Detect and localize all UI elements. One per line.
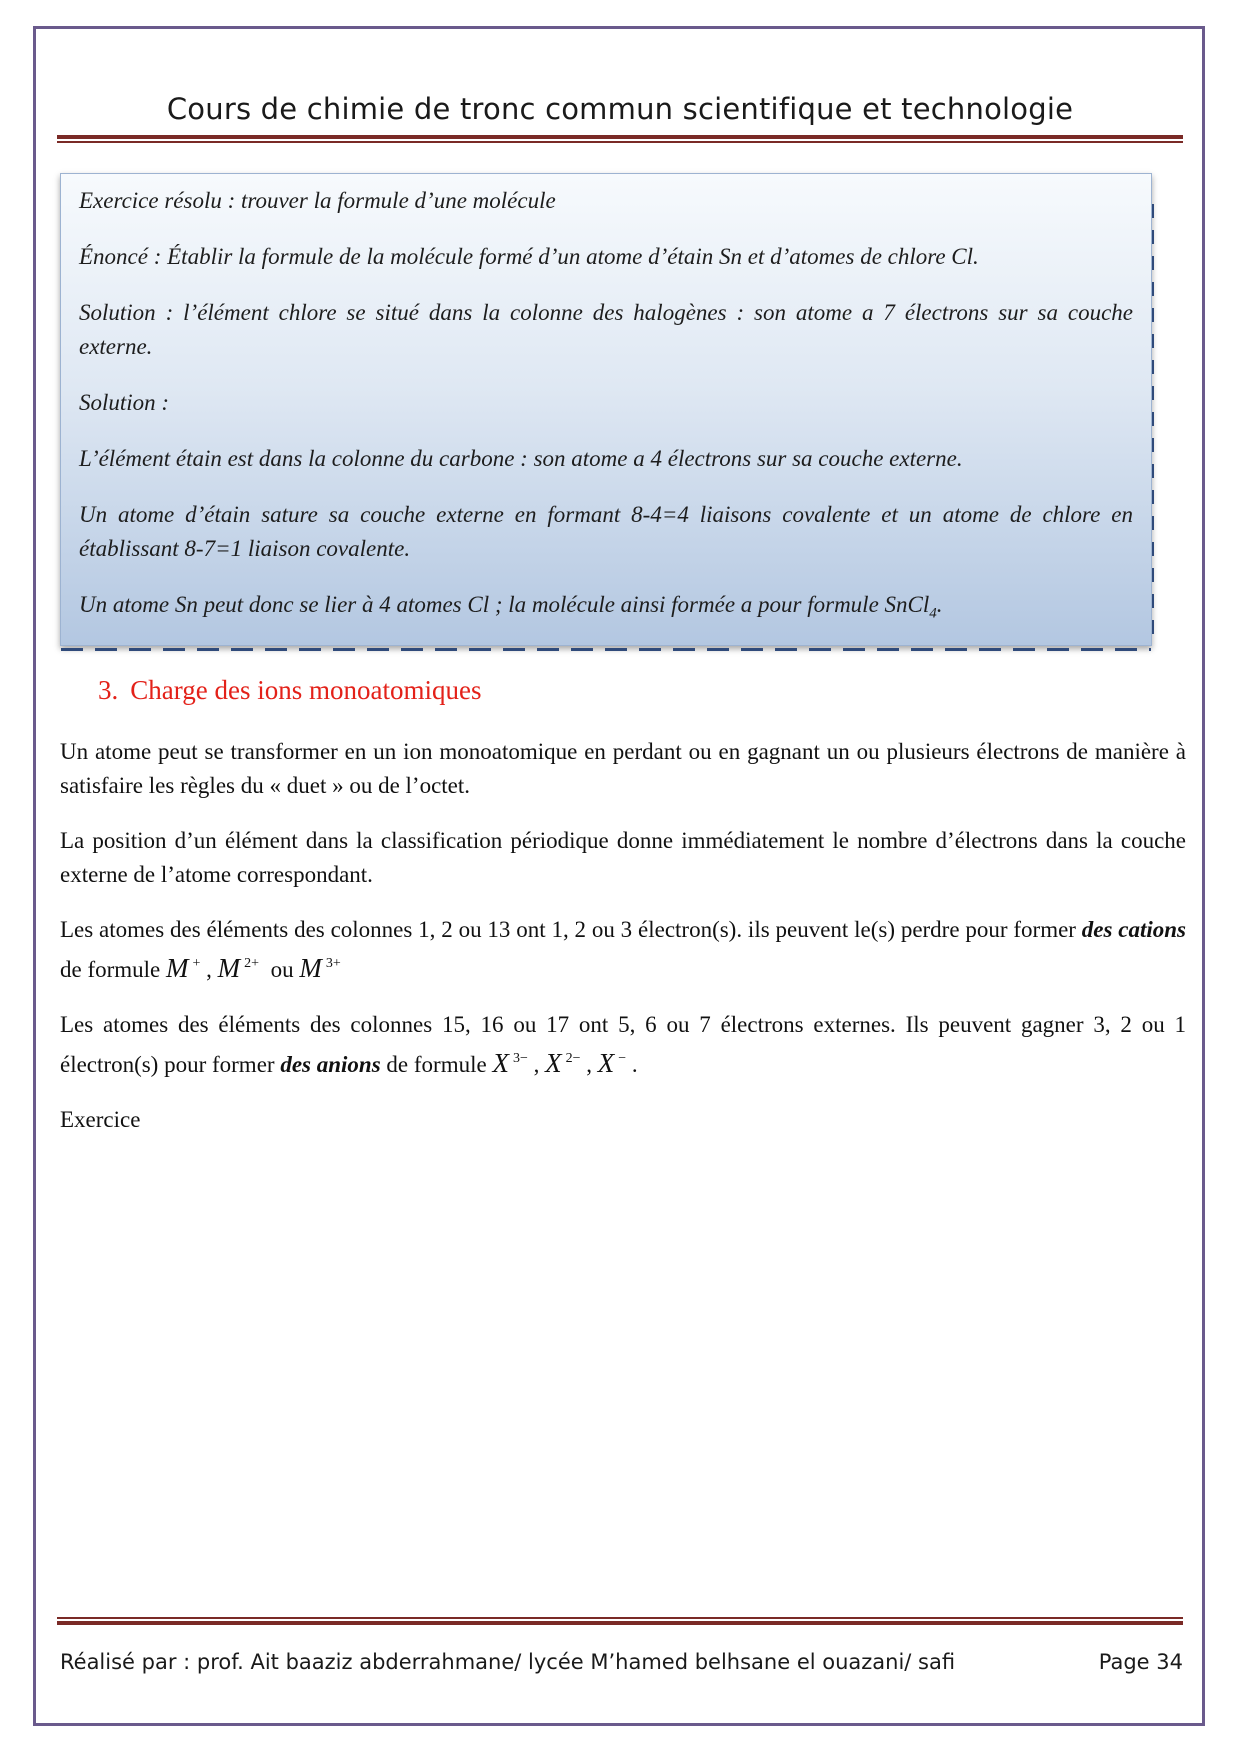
anion-formula-1: X $^{3-}$: [492, 1048, 528, 1078]
page-header-title: Cours de chimie de tronc commun scientifique et technologie: [166, 92, 1074, 126]
conclusion-period: .: [936, 592, 943, 617]
anions-emphasis: des anions: [280, 1052, 381, 1077]
separator-or: ou: [270, 957, 294, 982]
separator: ,: [586, 1052, 592, 1077]
exercise-solution-chlorine: Solution : l’élément chlore se situé dans la colonne des halogènes : son atome a 7 électrons sur sa couche externe.: [79, 300, 1133, 359]
separator: ,: [533, 1052, 540, 1077]
body-text: [60, 735, 1186, 1158]
solved-exercise-box: [60, 173, 1152, 646]
page-number: Page 34: [1098, 1650, 1183, 1674]
anions-formula-label: de formule: [380, 1052, 493, 1077]
paragraph-ion-formation: Un atome peut se transformer en un ion monoatomique en perdant ou en gagnant un ou plusieurs électrons de manière à satisfaire les règles du « duet » ou de l’octet.: [60, 739, 1186, 798]
paragraph-anions: [60, 1008, 1186, 1082]
anion-formula-3: X −: [597, 1048, 627, 1078]
separator: ,: [206, 957, 212, 982]
anion-formula-2: X $^{2-}$: [545, 1048, 581, 1078]
section-title: Charge des ions monoatomiques: [130, 675, 482, 705]
conclusion-text: Un atome Sn peut donc se lier à 4 atomes Cl ; la molécule ainsi formée a pour formule SnCl: [79, 592, 930, 617]
cations-text: Les atomes des éléments des colonnes 1, 2 ou 13 ont 1, 2 ou 3 électron(s). ils peuvent le(s) perdre pour former: [60, 917, 1082, 942]
end-period: .: [631, 1052, 638, 1077]
section-heading: [98, 675, 481, 706]
exercise-conclusion: [79, 588, 1133, 631]
cations-emphasis: des cations: [1081, 917, 1187, 942]
footer-rule: [57, 1617, 1183, 1625]
cations-formula-label: de formule: [60, 957, 167, 982]
paragraph-cations: [60, 913, 1186, 987]
cation-formula-1: M +: [166, 953, 201, 983]
paragraph-exercise: Exercice: [60, 1107, 141, 1132]
exercise-statement: Énoncé : Établir la formule de la molécule formé d’un atome d’étain Sn et d’atomes de chlore Cl.: [79, 244, 979, 269]
paragraph-periodic-position: La position d’un élément dans la classification périodique donne immédiatement le nombre d’électrons dans la couche externe de l’atome correspondant.: [60, 828, 1186, 887]
cation-formula-2: M $^{2+}$: [217, 953, 260, 983]
cation-formula-3: M $^{3+}$: [299, 953, 341, 983]
section-number: 3.: [98, 675, 119, 705]
exercise-title: Exercice résolu : trouver la formule d’une molécule: [79, 188, 556, 213]
exercise-saturation: Un atome d’étain sature sa couche externe en formant 8-4=4 liaisons covalente et un atome de chlore en établissant 8-7=1 liaison covalente.: [79, 502, 1133, 561]
exercise-solution-label: Solution :: [79, 390, 170, 415]
footer-credit: Réalisé par : prof. Ait baaziz abderrahmane/ lycée M’hamed belhsane el ouazani/ safi: [60, 1650, 956, 1674]
formula-subscript: 4: [929, 605, 937, 622]
exercise-tin-column: L’élément étain est dans la colonne du carbone : son atome a 4 électrons sur sa couche externe.: [79, 446, 963, 471]
header-rule: [57, 135, 1183, 143]
anions-text: Les atomes des éléments des colonnes 15, 16 ou 17 ont 5, 6 ou 7 électrons externes. Ils peuvent gagner 3, 2 ou 1 électron(s) pour former: [60, 1012, 1186, 1077]
